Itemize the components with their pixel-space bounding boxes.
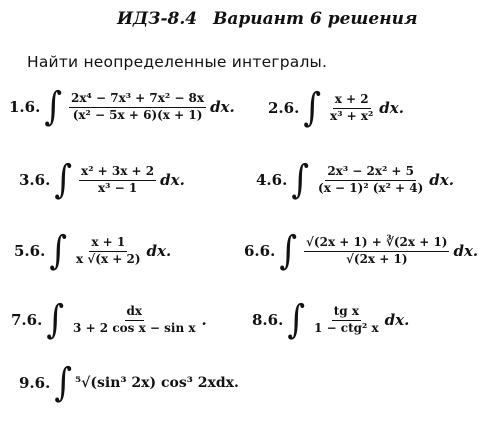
numerator: 2x³ − 2x² + 5 — [325, 165, 416, 181]
fraction — [71, 305, 197, 336]
problem-2 — [268, 85, 404, 131]
problem-5 — [14, 228, 172, 274]
numerator: x + 1 — [89, 236, 127, 252]
differential: dx. — [384, 311, 410, 329]
problem-9 — [19, 360, 239, 406]
fraction — [316, 165, 425, 196]
task-statement: Найти неопределенные интегралы. — [27, 53, 328, 71]
numerator: √(2x + 1) + ∛(2x + 1) — [304, 236, 449, 252]
document-title: ИДЗ-8.4 — [117, 9, 198, 29]
fraction — [74, 236, 143, 267]
integral-sign: ∫ — [54, 157, 73, 203]
problem-1 — [9, 84, 235, 130]
differential: dx. — [160, 171, 185, 189]
problem-3 — [19, 157, 185, 203]
fraction — [312, 305, 381, 336]
integral-sign: ∫ — [303, 85, 322, 131]
problem-4 — [256, 157, 454, 203]
differential: . — [201, 311, 207, 329]
denominator: x³ + x² — [330, 108, 374, 123]
problem-number: 7.6. — [11, 311, 43, 329]
denominator: (x − 1)² (x² + 4) — [318, 180, 424, 195]
denominator: 3 + 2 cos x − sin x — [73, 320, 196, 335]
problem-number: 4.6. — [256, 171, 288, 189]
problem-number: 9.6. — [19, 374, 51, 392]
differential: dx. — [379, 99, 404, 117]
integral-sign: ∫ — [54, 360, 73, 406]
problem-number: 6.6. — [244, 242, 276, 260]
denominator: x³ − 1 — [98, 180, 138, 195]
problem-number: 5.6. — [14, 242, 46, 260]
denominator: x √(x + 2) — [76, 251, 141, 266]
numerator: x + 2 — [333, 93, 371, 109]
fraction — [328, 93, 375, 124]
differential: dx. — [210, 98, 235, 116]
problem-number: 3.6. — [19, 171, 51, 189]
denominator: 1 − ctg² x — [314, 320, 379, 335]
problem-number: 8.6. — [252, 311, 284, 329]
numerator: dx — [125, 305, 145, 321]
differential: dx. — [146, 242, 172, 260]
integral-sign: ∫ — [279, 228, 298, 274]
integral-sign: ∫ — [44, 84, 63, 130]
problem-8 — [252, 297, 410, 343]
numerator: x² + 3x + 2 — [79, 165, 156, 181]
integral-sign: ∫ — [46, 297, 65, 343]
problem-number: 2.6. — [268, 99, 300, 117]
differential: dx. — [453, 242, 479, 260]
integrand: ⁵√(sin³ 2x) cos³ 2xdx. — [75, 375, 239, 391]
numerator: tg x — [332, 305, 361, 321]
integral-sign: ∫ — [291, 157, 310, 203]
problem-7 — [11, 297, 207, 343]
integral-sign: ∫ — [287, 297, 306, 343]
numerator: 2x⁴ − 7x³ + 7x² − 8x — [69, 92, 206, 108]
denominator: √(2x + 1) — [346, 251, 408, 266]
variant-label: Вариант 6 решения — [213, 9, 418, 29]
problem-number: 1.6. — [9, 98, 41, 116]
problem-6 — [244, 228, 479, 274]
fraction — [69, 92, 206, 123]
integral-sign: ∫ — [49, 228, 68, 274]
denominator: (x² − 5x + 6)(x + 1) — [72, 107, 203, 122]
fraction — [304, 236, 449, 267]
fraction — [79, 165, 156, 196]
differential: dx. — [429, 171, 454, 189]
